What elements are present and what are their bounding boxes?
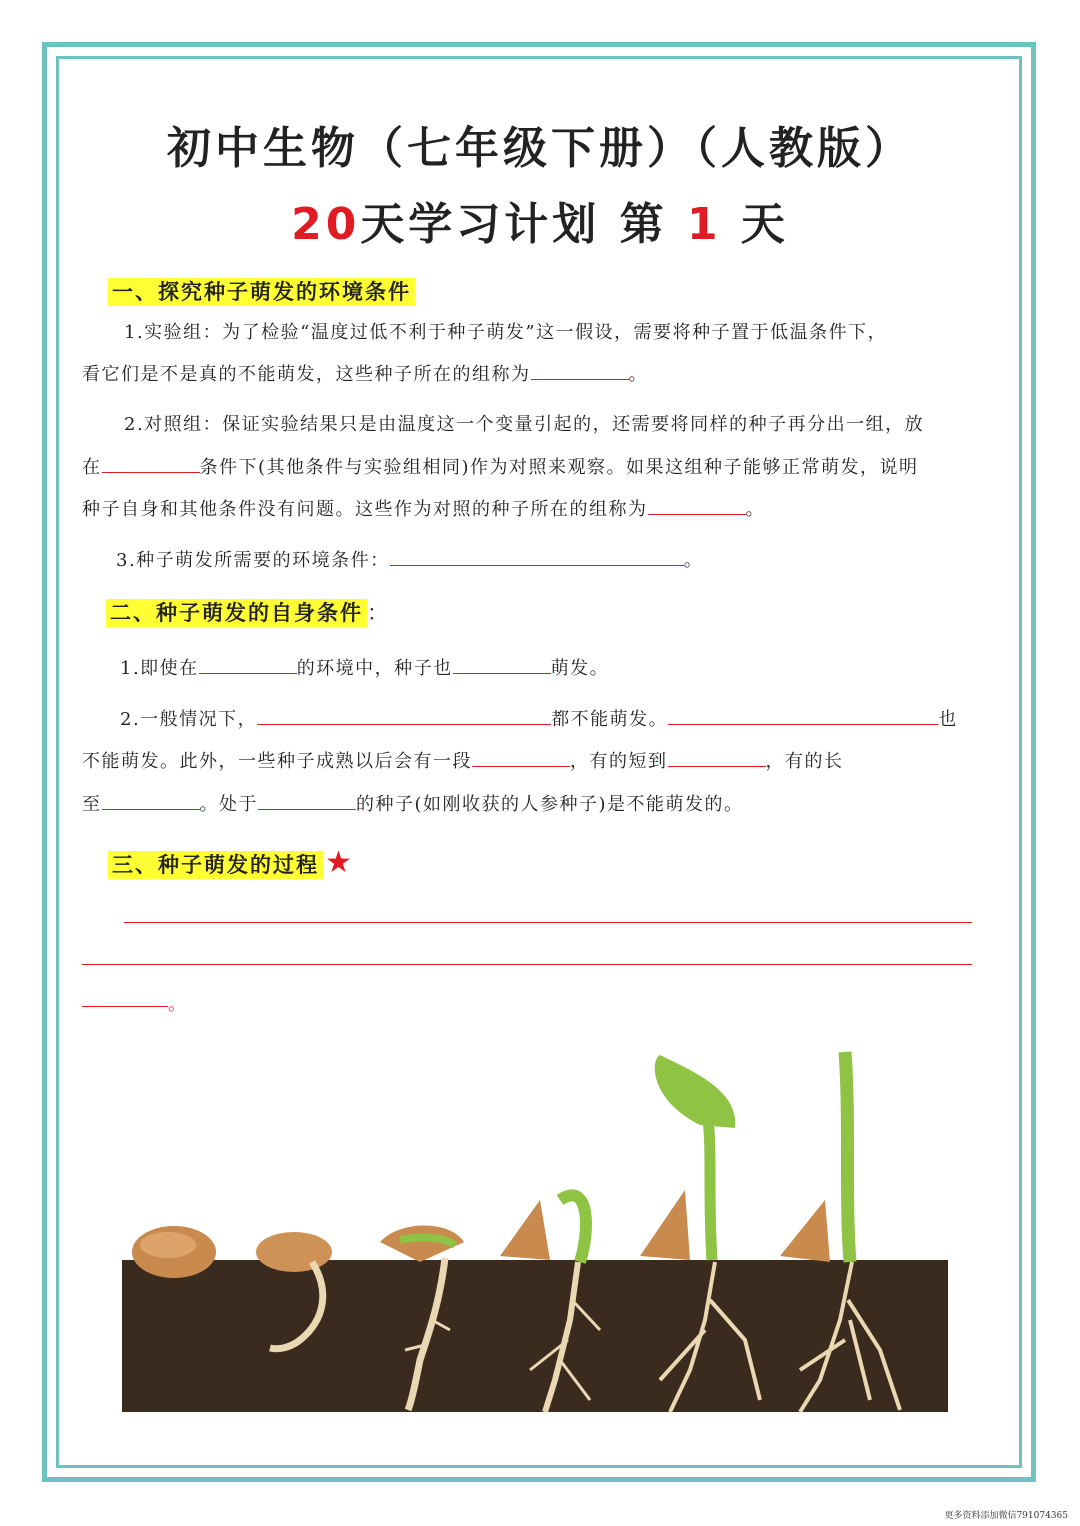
section3-heading: 三、种子萌发的过程 ★: [108, 845, 354, 880]
s1-item2-line1: 2.对照组：保证实验结果只是由温度这一个变量引起的，还需要将同样的种子再分出一组，放: [124, 414, 925, 435]
star-icon: ★: [325, 845, 354, 880]
s2-item1: 1.即使在 的环境中，种子也 萌发。: [120, 654, 609, 680]
soil-block: [122, 1260, 948, 1412]
footer-contact: 更多资料添加微信791074365: [944, 1511, 1068, 1521]
s2-item2-line1: 2.一般情况下， 都不能萌发。 也: [120, 705, 958, 731]
s1-item3: 3.种子萌发所需要的环境条件： 。: [116, 546, 703, 572]
s1-item1-line1: 1.实验组：为了检验“温度过低不利于种子萌发”这一假设，需要将种子置于低温条件下，: [124, 322, 888, 343]
subtitle-text: 天学习计划 第: [360, 199, 668, 250]
s1-item2-line2: 在 条件下(其他条件与实验组相同)作为对照来观察。如果这组种子能够正常萌发，说明: [82, 453, 919, 479]
day-count: 20: [291, 199, 361, 250]
s1-item1-line2: 看它们是不是真的不能萌发，这些种子所在的组称为 。: [82, 360, 648, 386]
s2-item2-line3: 至 。处于 的种子(如刚收获的人参种子)是不能萌发的。: [82, 790, 744, 816]
s3-end-mark: 。: [168, 994, 188, 1015]
section1-heading: 一、探究种子萌发的环境条件: [108, 276, 415, 306]
section2-heading: 二、种子萌发的自身条件 ：: [106, 597, 390, 627]
day-number: 1: [686, 199, 722, 250]
s1-item2-line3: 种子自身和其他条件没有问题。这些作为对照的种子所在的组称为 。: [82, 495, 765, 521]
page-title: 初中生物（七年级下册）（人教版）: [167, 123, 913, 174]
subtitle-suffix: 天: [740, 199, 789, 250]
s2-item2-line2: 不能萌发。此外，一些种子成熟以后会有一段 ，有的短到 ，有的长: [82, 747, 844, 773]
